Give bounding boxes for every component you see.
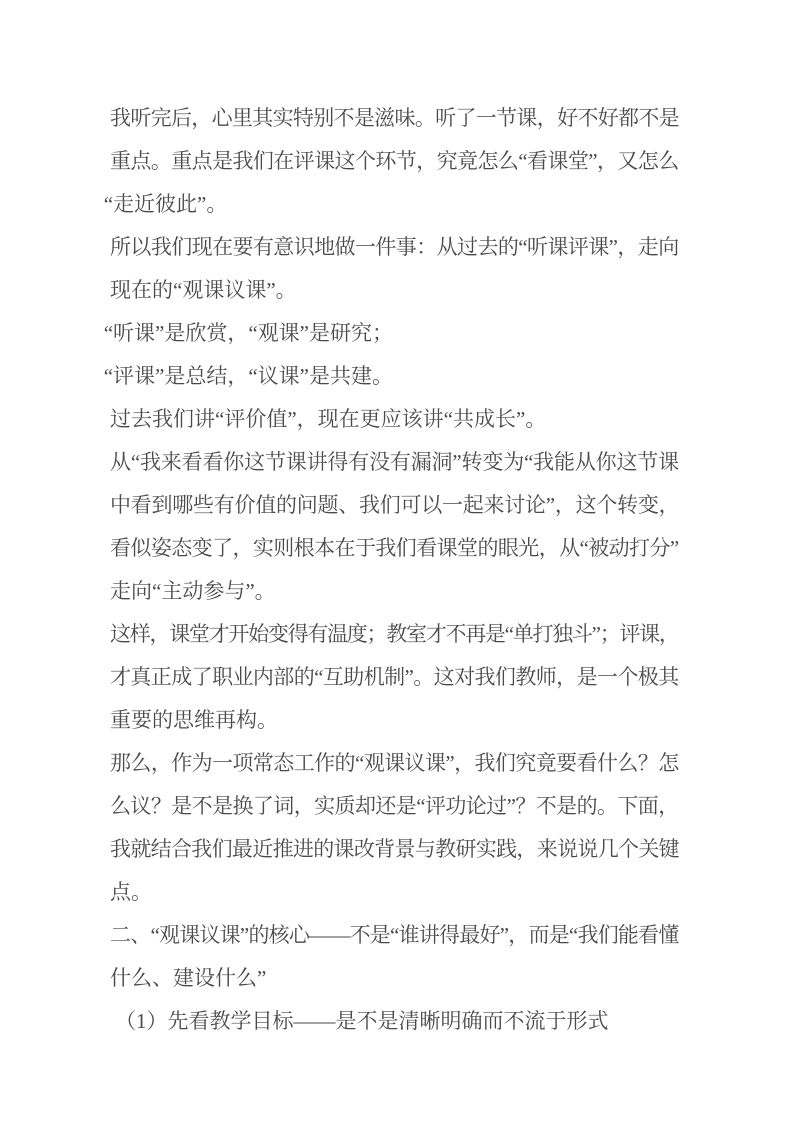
text-line: 这样，课堂才开始变得有温度；教室才不再是“单打独斗”；评课， [110,622,679,646]
text-line: “听课”是欣赏，“观课”是研究； [103,321,393,345]
text-line: 看似姿态变了，实则根本在于我们看课堂的眼光，从“被动打分” [110,536,679,560]
text-line: “走近彼此”。 [103,192,228,216]
text-line: 现在的“观课议课”。 [110,278,297,302]
text-line: 才真正成了职业内部的“互助机制”。这对我们教师，是一个极其 [110,665,679,689]
text-line: 我听完后，心里其实特别不是滋味。听了一节课，好不好都不是 [110,106,679,130]
text-line: 中看到哪些有价值的问题、我们可以一起来讨论”，这个转变， [110,493,680,517]
text-line: 点。 [110,880,152,904]
text-line: 过去我们讲“评价值”，现在更应该讲“共成长”。 [110,407,547,431]
text-line: “评课”是总结，“议课”是共建。 [103,364,393,388]
text-line: 所以我们现在要有意识地做一件事：从过去的“听课评课”，走向 [110,235,679,259]
text-line: 从“我来看看你这节课讲得有没有漏洞”转变为“我能从你这节课 [110,450,679,474]
text-line: 那么，作为一项常态工作的“观课议课”，我们究竟要看什么？怎 [110,751,679,775]
text-line: 什么、建设什么” [110,966,267,990]
text-line: 重点。重点是我们在评课这个环节，究竟怎么“看课堂”，又怎么 [110,149,679,173]
text-line: （1）先看教学目标——是不是清晰明确而不流于形式 [115,1009,609,1033]
text-line: 二、“观课议课”的核心——不是“谁讲得最好”，而是“我们能看懂 [110,923,679,947]
text-line: 我就结合我们最近推进的课改背景与教研实践，来说说几个关键 [110,837,679,861]
text-line: 走向“主动参与”。 [110,579,276,603]
text-line: 重要的思维再构。 [110,708,278,732]
text-line: 么议？是不是换了词，实质却还是“评功论过”？不是的。下面， [110,794,679,818]
